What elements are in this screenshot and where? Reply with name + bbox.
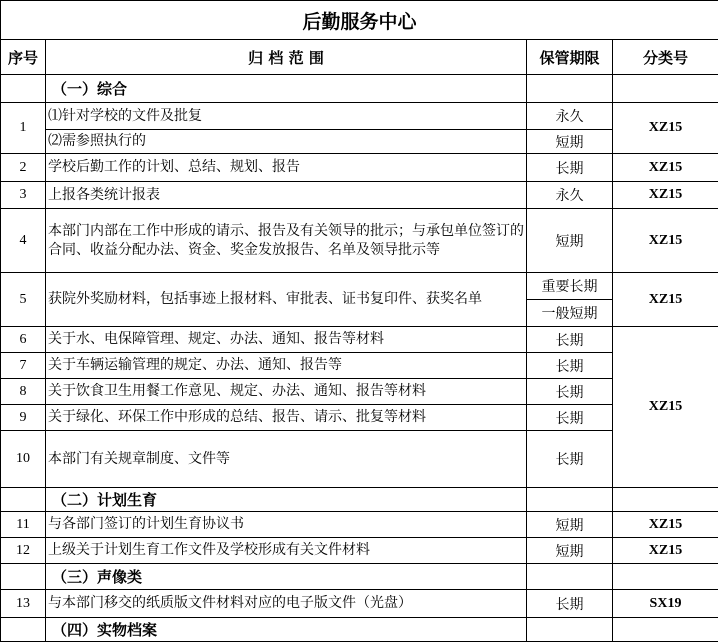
retention-period: 长期: [527, 431, 613, 488]
retention-period: 永久: [527, 182, 613, 209]
header-index: 序号: [1, 40, 46, 75]
row-number: 7: [1, 353, 46, 379]
section-index-blank: [1, 75, 46, 103]
row-number: 9: [1, 405, 46, 431]
row-number: 4: [1, 209, 46, 273]
classification-code: XZ15: [613, 209, 718, 273]
retention-period: 短期: [527, 209, 613, 273]
classification-code: XZ15: [613, 273, 718, 327]
scope-text: ⑴针对学校的文件及批复: [46, 103, 527, 130]
scope-text: 关于车辆运输管理的规定、办法、通知、报告等: [46, 353, 527, 379]
scope-text: 上报各类统计报表: [46, 182, 527, 209]
row-number: 8: [1, 379, 46, 405]
scope-text: 关于绿化、环保工作中形成的总结、报告、请示、批复等材料: [46, 405, 527, 431]
classification-code: XZ15: [613, 154, 718, 182]
scope-text: 本部门有关规章制度、文件等: [46, 431, 527, 488]
section-heading: （二）计划生育: [46, 488, 527, 512]
classification-code: XZ15: [613, 182, 718, 209]
section-heading: （四）实物档案: [46, 618, 527, 642]
retention-period: 一般短期: [527, 300, 613, 327]
retention-period: 长期: [527, 379, 613, 405]
row-number: 10: [1, 431, 46, 488]
section-index-blank: [1, 488, 46, 512]
retention-period: 短期: [527, 512, 613, 538]
classification-code: SX19: [613, 590, 718, 618]
scope-text: 学校后勤工作的计划、总结、规划、报告: [46, 154, 527, 182]
header-scope: 归 档 范 围: [46, 40, 527, 75]
scope-text: 关于水、电保障管理、规定、办法、通知、报告等材料: [46, 327, 527, 353]
classification-code: XZ15: [613, 103, 718, 154]
header-period: 保管期限: [527, 40, 613, 75]
retention-period: 长期: [527, 590, 613, 618]
row-number: 3: [1, 182, 46, 209]
section-code-blank: [613, 618, 718, 642]
row-number: 11: [1, 512, 46, 538]
retention-period: 长期: [527, 353, 613, 379]
section-period-blank: [527, 618, 613, 642]
retention-period: 长期: [527, 154, 613, 182]
classification-code: XZ15: [613, 327, 718, 488]
scope-text: 本部门内部在工作中形成的请示、报告及有关领导的批示；与承包单位签订的合同、收益分配办法、资金、奖金发放报告、名单及领导批示等: [46, 209, 527, 273]
retention-period: 短期: [527, 130, 613, 154]
classification-code: XZ15: [613, 512, 718, 538]
section-period-blank: [527, 488, 613, 512]
section-code-blank: [613, 564, 718, 590]
section-heading: （三）声像类: [46, 564, 527, 590]
retention-period: 永久: [527, 103, 613, 130]
scope-text: 与本部门移交的纸质版文件材料对应的电子版文件（光盘）: [46, 590, 527, 618]
row-number: 12: [1, 538, 46, 564]
scope-text: 关于饮食卫生用餐工作意见、规定、办法、通知、报告等材料: [46, 379, 527, 405]
section-index-blank: [1, 564, 46, 590]
scope-text: 上级关于计划生育工作文件及学校形成有关文件材料: [46, 538, 527, 564]
classification-code: XZ15: [613, 538, 718, 564]
row-number: 5: [1, 273, 46, 327]
section-code-blank: [613, 488, 718, 512]
retention-period: 重要长期: [527, 273, 613, 300]
scope-text: ⑵需参照执行的: [46, 130, 527, 154]
table-title: 后勤服务中心: [1, 1, 718, 40]
retention-period: 短期: [527, 538, 613, 564]
header-code: 分类号: [613, 40, 718, 75]
row-number: 1: [1, 103, 46, 154]
scope-text: 与各部门签订的计划生育协议书: [46, 512, 527, 538]
row-number: 6: [1, 327, 46, 353]
section-index-blank: [1, 618, 46, 642]
section-period-blank: [527, 75, 613, 103]
scope-text: 获院外奖励材料，包括事迹上报材料、审批表、证书复印件、获奖名单: [46, 273, 527, 327]
retention-period: 长期: [527, 405, 613, 431]
row-number: 2: [1, 154, 46, 182]
row-number: 13: [1, 590, 46, 618]
section-code-blank: [613, 75, 718, 103]
section-heading: （一）综合: [46, 75, 527, 103]
section-period-blank: [527, 564, 613, 590]
retention-period: 长期: [527, 327, 613, 353]
